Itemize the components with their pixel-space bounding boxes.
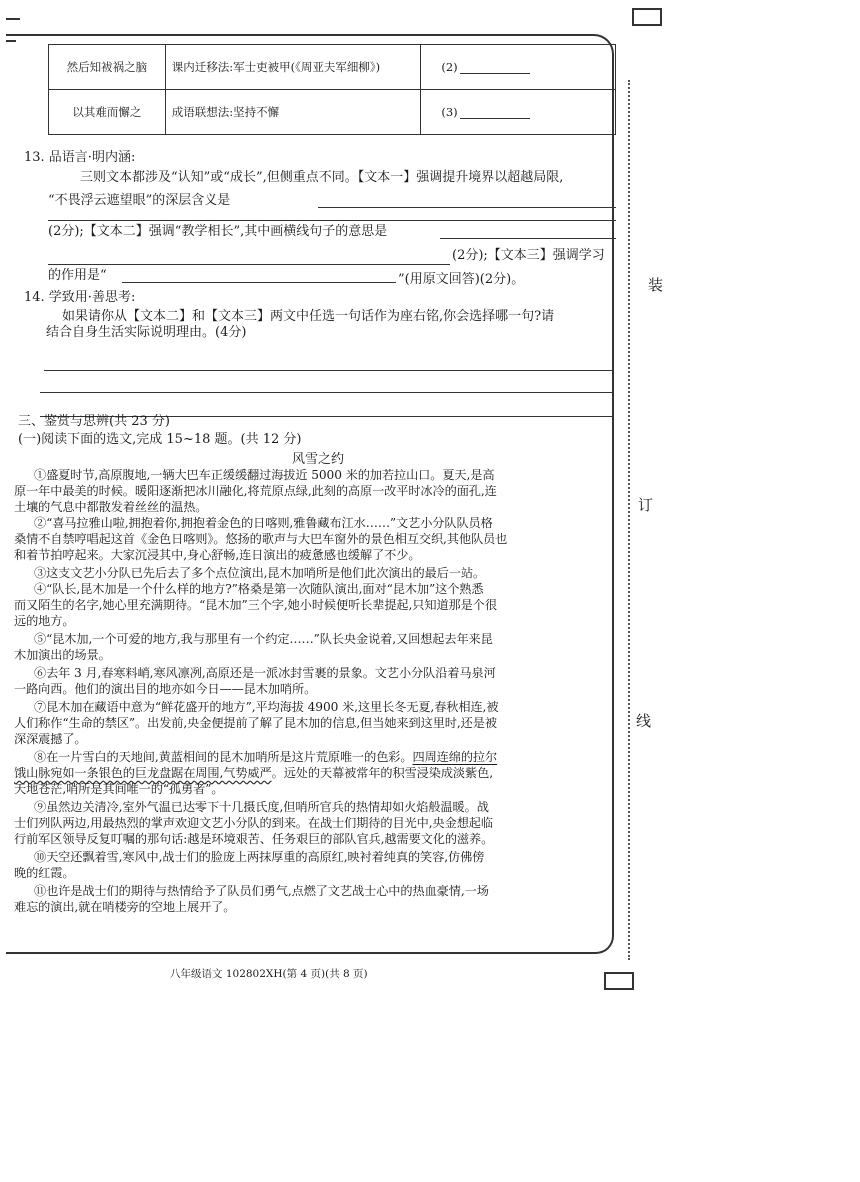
table-cell bbox=[421, 45, 616, 90]
article-line: 和着节拍哼起来。大家沉浸其中,身心舒畅,连日演出的疲惫感也缓解了不少。 bbox=[14, 548, 421, 562]
section-title: 三、鉴赏与思辨(共 23 分) bbox=[18, 414, 170, 429]
article-line: 而又陌生的名字,她心里充满期待。“昆木加”三个字,她小时候便听长辈提起,只知道那是个很 bbox=[14, 598, 497, 612]
article-line: 木加演出的场景。 bbox=[14, 648, 111, 662]
article-line: 人们称作“生命的禁区”。出发前,央金便提前了解了昆木加的信息,但当她来到这里时,还是被 bbox=[14, 716, 497, 730]
answer-line[interactable] bbox=[122, 282, 396, 283]
answer-line[interactable] bbox=[440, 238, 616, 239]
article-line: ③这支文艺小分队已先后去了多个点位演出,昆木加哨所是他们此次演出的最后一站。 bbox=[34, 566, 486, 580]
q13-text: “不畏浮云遮望眼”的深层含义是 bbox=[48, 193, 231, 208]
article-line: ⑥去年 3 月,春寒料峭,寒风凛冽,高原还是一派冰封雪裹的景象。文艺小分队沿着马泉河 bbox=[34, 666, 496, 680]
binding-label-zhuang: 装 bbox=[648, 276, 664, 294]
article-line: ⑦昆木加在藏语中意为“鲜花盛开的地方”,平均海拔 4900 米,这里长冬无夏,春秋相连,被 bbox=[34, 700, 499, 714]
binding-label-xian: 线 bbox=[636, 712, 652, 730]
article-line: 难忘的演出,就在哨楼旁的空地上展开了。 bbox=[14, 900, 236, 914]
binding-line bbox=[628, 80, 630, 960]
table-cell: 成语联想法:坚持不懈 bbox=[165, 90, 421, 135]
answer-table bbox=[48, 44, 616, 135]
table-cell bbox=[421, 90, 616, 135]
answer-blank[interactable] bbox=[460, 61, 530, 74]
article-line: ①盛夏时节,高原腹地,一辆大巴车正缓缓翻过海拔近 5000 米的加若拉山口。夏天,是高 bbox=[34, 468, 495, 482]
answer-line[interactable] bbox=[44, 370, 614, 371]
article-line: ⑩天空还飘着雪,寒风中,战士们的脸庞上两抹厚重的高原红,映衬着纯真的笑容,仿佛傍 bbox=[34, 850, 485, 864]
article-line: 士们列队两边,用最热烈的掌声欢迎文艺小分队的到来。在战士们期待的目光中,央金想起临 bbox=[14, 816, 493, 830]
q14-title: 14. 学致用·善思考: bbox=[24, 290, 136, 305]
q14-text: 如果请你从【文本二】和【文本三】两文中任选一句话作为座右铭,你会选择哪一句?请 bbox=[62, 309, 555, 324]
table-row bbox=[49, 45, 616, 90]
article-text: 。远处的天幕被常年的积雪浸染成淡紫色, bbox=[271, 766, 493, 780]
q13-text: 三则文本都涉及“认知”或“成长”,但侧重点不同。【文本一】强调提升境界以超越局限, bbox=[80, 170, 564, 185]
article-line: 桑情不自禁哼唱起这首《金色日喀则》。悠扬的歌声与大巴车窗外的景色相互交织,其他队员也 bbox=[14, 532, 508, 546]
article-line: 一路向西。他们的演出目的地亦如今日——昆木加哨所。 bbox=[14, 682, 317, 696]
table-cell: 然后知袚祸之脑 bbox=[49, 45, 166, 90]
answer-blank[interactable] bbox=[460, 106, 530, 119]
margin-dash bbox=[6, 18, 20, 20]
article-line: ⑤“昆木加,一个可爱的地方,我与那里有一个约定……”队长央金说着,又回想起去年来昆 bbox=[34, 632, 493, 646]
article-line: 行前军区领导反复叮嘱的那句话:越是环境艰苦、任务艰巨的部队官兵,越需要文化的滋养。 bbox=[14, 832, 494, 846]
page-footer: 八年级语文 102802XH(第 4 页)(共 8 页) bbox=[170, 968, 368, 980]
answer-line[interactable] bbox=[48, 220, 616, 221]
article-line: ⑨虽然边关清冷,室外气温已达零下十几摄氏度,但哨所官兵的热情却如火焰般温暖。战 bbox=[34, 800, 489, 814]
answer-line[interactable] bbox=[48, 264, 450, 265]
q13-text: (2分);【文本三】强调学习 bbox=[452, 248, 605, 263]
corner-box-bottom bbox=[604, 972, 634, 990]
q13-title: 13. 品语言·明内涵: bbox=[24, 150, 136, 165]
article-text: ⑧在一片雪白的天地间,黄蓝相间的昆木加哨所是这片荒原唯一的色彩。 bbox=[34, 750, 413, 764]
binding-label-ding: 订 bbox=[638, 496, 654, 514]
article-line: 土壤的气息中都散发着丝丝的温热。 bbox=[14, 500, 208, 514]
answer-label: (3) bbox=[441, 105, 458, 119]
article-line: ④“队长,昆木加是一个什么样的地方?”格桑是第一次随队演出,面对“昆木加”这个熟悉 bbox=[34, 582, 484, 596]
section-subtitle: (一)阅读下面的选文,完成 15~18 题。(共 12 分) bbox=[18, 432, 302, 447]
answer-label: (2) bbox=[441, 60, 458, 74]
q14-text: 结合自身生活实际说明理由。(4分) bbox=[46, 325, 247, 340]
answer-line[interactable] bbox=[40, 392, 612, 393]
table-cell: 以其难而懈之 bbox=[49, 90, 166, 135]
table-row bbox=[49, 90, 616, 135]
underlined-sentence: 四周连绵的拉尔 bbox=[412, 750, 498, 764]
article-line: 远的地方。 bbox=[14, 614, 75, 628]
article-line: 天地苍茫,哨所是其间唯一的“孤勇者”。 bbox=[14, 782, 224, 796]
article-line: 晚的红霞。 bbox=[14, 866, 75, 880]
corner-box-top bbox=[632, 8, 662, 26]
table-cell: 课内迁移法:军士吏被甲(《周亚夫军细柳》) bbox=[165, 45, 421, 90]
article-line: ⑪也许是战士们的期待与热情给予了队员们勇气,点燃了文艺战士心中的热血豪情,一场 bbox=[34, 884, 489, 898]
q13-text: 的作用是“ bbox=[48, 268, 107, 283]
article-line: ②“喜马拉雅山啦,拥抱着你,拥抱着金色的日喀则,雅鲁藏布江水……”文艺小分队队员格 bbox=[34, 516, 493, 530]
article-line bbox=[34, 750, 497, 765]
q13-text: ”(用原文回答)(2分)。 bbox=[398, 272, 525, 287]
article-line bbox=[14, 766, 493, 781]
wavy-underlined-sentence: 饿山脉宛如一条银色的巨龙盘踞在周围,气势威严 bbox=[14, 766, 272, 780]
article-title: 风雪之约 bbox=[292, 452, 345, 467]
article-line: 深深震撼了。 bbox=[14, 732, 87, 746]
q13-text: (2分);【文本二】强调“教学相长”,其中画横线句子的意思是 bbox=[48, 224, 388, 239]
answer-line[interactable] bbox=[318, 207, 616, 208]
article-line: 原一年中最美的时候。暖阳逐渐把冰川融化,将荒原点绿,此刻的高原一改平时冰冷的面孔,连 bbox=[14, 484, 497, 498]
